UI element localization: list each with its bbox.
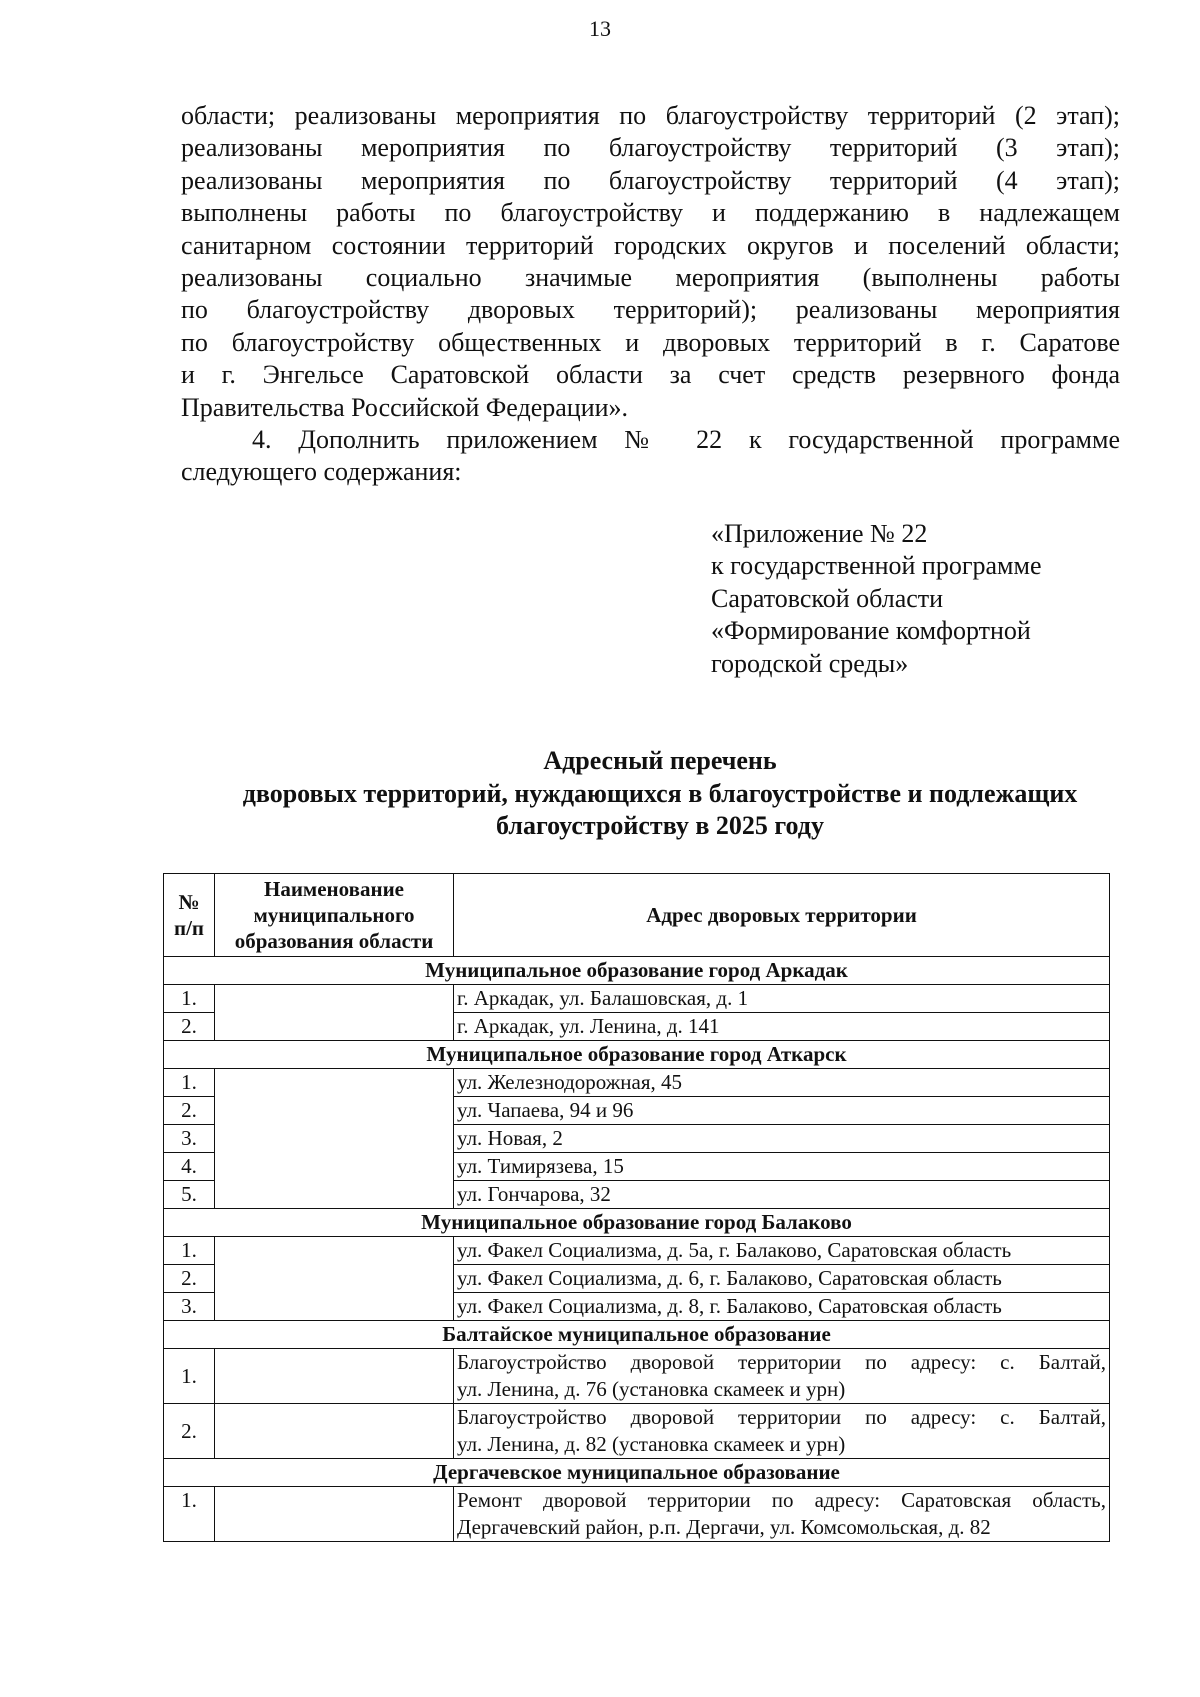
header-address: Адрес дворовых территории [454, 874, 1110, 957]
appendix-line: городской среды» [711, 648, 909, 678]
address-cell: ул. Факел Социализма, д. 8, г. Балаково, Саратовская область [454, 1293, 1110, 1321]
section-title: Муниципальное образование город Балаково [164, 1209, 1110, 1237]
header-municipality-line: Наименование [264, 877, 404, 901]
table-row [164, 1237, 1110, 1265]
header-number-line: № [178, 890, 200, 914]
appendix-line: «Формирование комфортной [711, 616, 1031, 646]
address-line: ул. Ленина, д. 76 (установка скамеек и урн) [457, 1377, 846, 1401]
section-title: Муниципальное образование город Аркадак [164, 957, 1110, 985]
table-row [164, 1487, 1110, 1542]
paragraph-line: санитарном состоянии территорий городских округов и поселений области; [181, 230, 1120, 260]
municipality-cell [215, 1069, 454, 1209]
paragraph-line: Правительства Российской Федерации». [181, 392, 629, 422]
header-number [164, 874, 215, 957]
table-header-row [164, 874, 1110, 957]
section-title: Муниципальное образование город Аткарск [164, 1041, 1110, 1069]
section-row [164, 1321, 1110, 1349]
table-row [164, 1349, 1110, 1404]
table-row [164, 1404, 1110, 1459]
paragraph-line: области; реализованы мероприятия по благоустройству территорий (2 этап); [181, 101, 1120, 130]
header-municipality-line: муниципального [253, 903, 415, 927]
title-line: дворовых территорий, нуждающихся в благоустройстве и подлежащих [242, 778, 1078, 808]
appendix-reference [711, 518, 1131, 680]
address-cell: ул. Тимирязева, 15 [454, 1153, 1110, 1181]
address-line: Благоустройство дворовой территории по адресу: с. Балтай, [457, 1405, 1106, 1429]
section-title: Балтайское муниципальное образование [164, 1321, 1110, 1349]
municipality-cell [215, 1349, 454, 1404]
address-cell: ул. Чапаева, 94 и 96 [454, 1097, 1110, 1125]
address-cell: ул. Новая, 2 [454, 1125, 1110, 1153]
address-line: ул. Ленина, д. 82 (установка скамеек и урн) [457, 1432, 846, 1456]
row-number: 1. [164, 1487, 215, 1542]
paragraph-line: по благоустройству дворовых территорий); реализованы мероприятия [181, 295, 1120, 325]
address-cell: ул. Факел Социализма, д. 6, г. Балаково, Саратовская область [454, 1265, 1110, 1293]
appendix-line: Саратовской области [711, 583, 944, 613]
paragraph-line: по благоустройству общественных и дворовых территорий в г. Саратове [181, 327, 1120, 357]
row-number: 3. [164, 1125, 215, 1153]
paragraph-line: реализованы мероприятия по благоустройству территорий (4 этап); [181, 165, 1120, 195]
section-row [164, 1209, 1110, 1237]
address-line: Дергачевский район, р.п. Дергачи, ул. Комсомольская, д. 82 [457, 1515, 991, 1539]
address-cell [454, 1404, 1110, 1459]
address-cell: ул. Железнодорожная, 45 [454, 1069, 1110, 1097]
address-cell: г. Аркадак, ул. Балашовская, д. 1 [454, 985, 1110, 1013]
body-paragraph [181, 100, 1120, 489]
section-row [164, 1041, 1110, 1069]
paragraph-line: и г. Энгельсе Саратовской области за счет средств резервного фонда [181, 360, 1120, 390]
document-title [150, 745, 1170, 843]
row-number: 2. [164, 1265, 215, 1293]
address-cell: г. Аркадак, ул. Ленина, д. 141 [454, 1013, 1110, 1041]
section-row [164, 957, 1110, 985]
row-number: 1. [164, 1069, 215, 1097]
address-cell [454, 1487, 1110, 1542]
row-number: 1. [164, 1349, 215, 1404]
section-title: Дергачевское муниципальное образование [164, 1459, 1110, 1487]
address-cell: ул. Гончарова, 32 [454, 1181, 1110, 1209]
header-municipality-line: образования области [234, 929, 434, 953]
address-line: Ремонт дворовой территории по адресу: Саратовская область, [457, 1488, 1106, 1512]
row-number: 1. [164, 985, 215, 1013]
appendix-line: к государственной программе [711, 551, 1042, 581]
municipality-cell [215, 1404, 454, 1459]
item4-line: 4. Дополнить приложением № 22 к государственной программе [252, 425, 1120, 455]
paragraph-line: выполнены работы по благоустройству и поддержанию в надлежащем [181, 198, 1120, 228]
paragraph-line: реализованы социально значимые мероприятия (выполнены работы [181, 263, 1120, 293]
title-line: Адресный перечень [543, 746, 777, 775]
title-line: благоустройству в 2025 году [496, 811, 824, 840]
address-line: Благоустройство дворовой территории по адресу: с. Балтай, [457, 1350, 1106, 1374]
row-number: 1. [164, 1237, 215, 1265]
address-cell [454, 1349, 1110, 1404]
item4-line: следующего содержания: [181, 457, 462, 487]
row-number: 4. [164, 1153, 215, 1181]
page-number: 13 [589, 16, 611, 41]
paragraph-line: реализованы мероприятия по благоустройству территорий (3 этап); [181, 133, 1120, 163]
row-number: 3. [164, 1293, 215, 1321]
section-row [164, 1459, 1110, 1487]
table-row [164, 985, 1110, 1013]
address-cell: ул. Факел Социализма, д. 5а, г. Балаково, Саратовская область [454, 1237, 1110, 1265]
header-municipality [215, 874, 454, 957]
row-number: 2. [164, 1013, 215, 1041]
header-number-line: п/п [173, 916, 205, 940]
table-row [164, 1069, 1110, 1097]
address-table [163, 873, 1110, 1542]
municipality-cell [215, 1237, 454, 1321]
appendix-line: «Приложение № 22 [711, 519, 928, 548]
row-number: 5. [164, 1181, 215, 1209]
row-number: 2. [164, 1097, 215, 1125]
municipality-cell [215, 985, 454, 1041]
row-number: 2. [164, 1404, 215, 1459]
municipality-cell [215, 1487, 454, 1542]
